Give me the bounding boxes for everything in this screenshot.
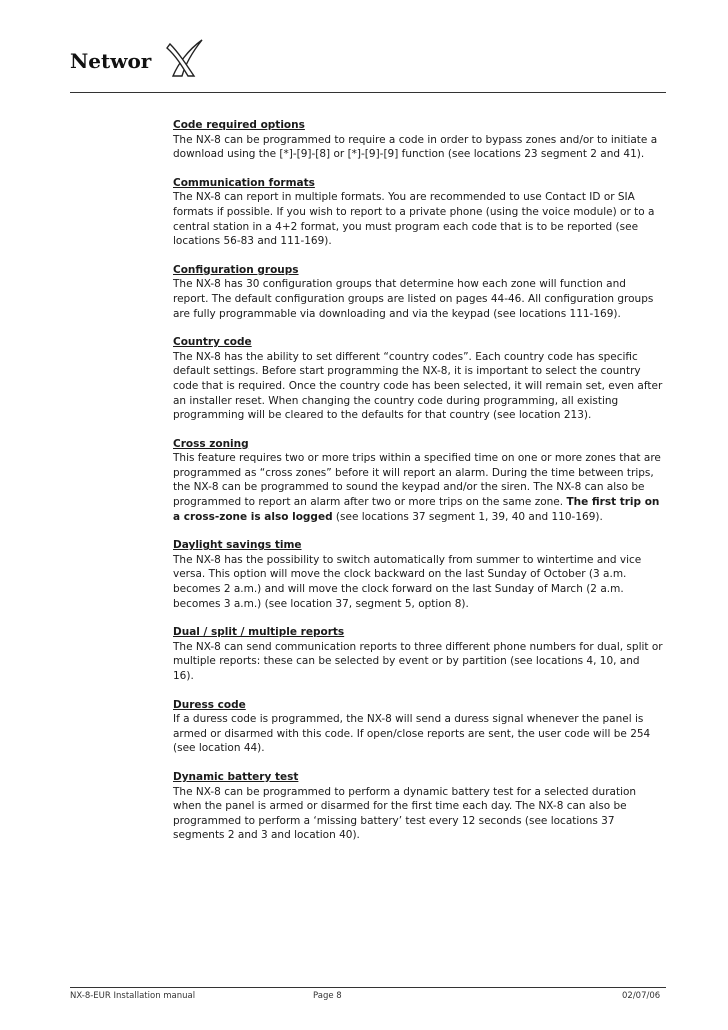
definition-section: [173, 538, 663, 611]
definition-section: [173, 118, 663, 162]
section-heading: Communication formats: [173, 176, 315, 189]
section-heading: Duress code: [173, 698, 246, 711]
section-body: [173, 277, 663, 321]
text-run: The NX-8 can be programmed to perform a dynamic battery test for a selected duration when the panel is armed or disarmed for the first time each day. The NX-8 can also be programmed to perform a ‘missing battery’ test every 12 seconds (see locations 37 segments 2 and 3 and location 40).: [173, 785, 637, 842]
footer-manual-title: NX-8-EUR Installation manual: [70, 991, 196, 1001]
section-heading: Daylight savings time: [173, 539, 302, 552]
definition-section: [173, 263, 663, 321]
section-heading: Code required options: [173, 119, 305, 131]
svg-text:Networ: Networ: [70, 49, 152, 73]
section-body: [173, 553, 663, 611]
text-run: The NX-8 can send communication reports to three different phone numbers for dual, split or multiple reports: these can be selected by event or by partition (see locations 4, 10, and 16).: [173, 640, 663, 682]
section-heading: Configuration groups: [173, 263, 299, 276]
networx-logo: [70, 36, 210, 80]
definition-section: [173, 437, 663, 525]
definition-section: [173, 625, 663, 683]
definition-section: [173, 770, 663, 843]
definition-section: [173, 176, 663, 249]
text-run: The NX-8 has 30 configuration groups that determine how each zone will function and report. The default configuration groups are listed on pages 44-46. All configuration groups are fully programmable via downloading and via the keypad (see locations 111-169).: [173, 278, 654, 320]
text-run: The NX-8 has the possibility to switch automatically from summer to wintertime and vice versa. This option will move the clock backward on the last Sunday of October (3 a.m. becomes 2 a.m.) and will move the clock forward on the last Sunday of March (2 a.m. becomes 3 a.m.) (see location 37, segment 5, option 8).: [173, 553, 642, 610]
text-run: This feature requires two or more trips within a specified time on one or more zones that are programmed as “cross zones” before it will report an alarm. During the time between trips, the NX-8 can be programmed to sound the keypad and/or the siren. The NX-8 can also be programmed to report an alarm after two or more trips on the same zone.: [173, 452, 661, 509]
definition-section: [173, 335, 663, 423]
section-body: [173, 712, 663, 756]
section-body: [173, 640, 663, 684]
section-body: [173, 190, 663, 248]
text-run: The NX-8 can report in multiple formats. You are recommended to use Contact ID or SIA formats if possible. If you wish to report to a private phone (using the voice module) or to a central station in a 4+2 format, you must program each code that is to be reported (see locations 56-83 and 111-169).: [173, 191, 655, 248]
text-run: The NX-8 has the ability to set different “country codes”. Each country code has specific default settings. Before start programming the NX-8, it is important to select the country code that is required. Once the country code has been selected, it will remain set, even after an installer reset. When changing the country code during programming, all existing programming will be cleared to the defaults for that country (see location 213).: [173, 350, 663, 422]
definition-section: [173, 698, 663, 756]
section-body: [173, 350, 663, 423]
bold-text-run: The first trip on a cross-zone is also logged: [173, 496, 660, 523]
section-body: [173, 785, 663, 843]
section-heading: Dual / split / multiple reports: [173, 626, 345, 639]
text-run: If a duress code is programmed, the NX-8 will send a duress signal whenever the panel is armed or disarmed with this code. If open/close reports are sent, the user code will be 254 (see location 44).: [173, 713, 651, 755]
footer-rule: [70, 987, 666, 988]
footer-date: 02/07/06: [622, 991, 661, 1001]
document-body: [173, 118, 663, 857]
section-heading: Dynamic battery test: [173, 770, 299, 783]
text-run: (see locations 37 segment 1, 39, 40 and 110-169).: [332, 510, 603, 523]
section-heading: Cross zoning: [173, 437, 249, 450]
footer-page-number: Page 8: [313, 991, 342, 1001]
header-rule: [70, 92, 666, 93]
text-run: The NX-8 can be programmed to require a code in order to bypass zones and/or to initiate a download using the [*]-[9]-[8] or [*]-[9]-[9] function (see locations 23 segment 2 and 41).: [173, 133, 658, 161]
section-body: [173, 451, 663, 524]
section-body: [173, 133, 663, 162]
section-heading: Country code: [173, 336, 252, 349]
